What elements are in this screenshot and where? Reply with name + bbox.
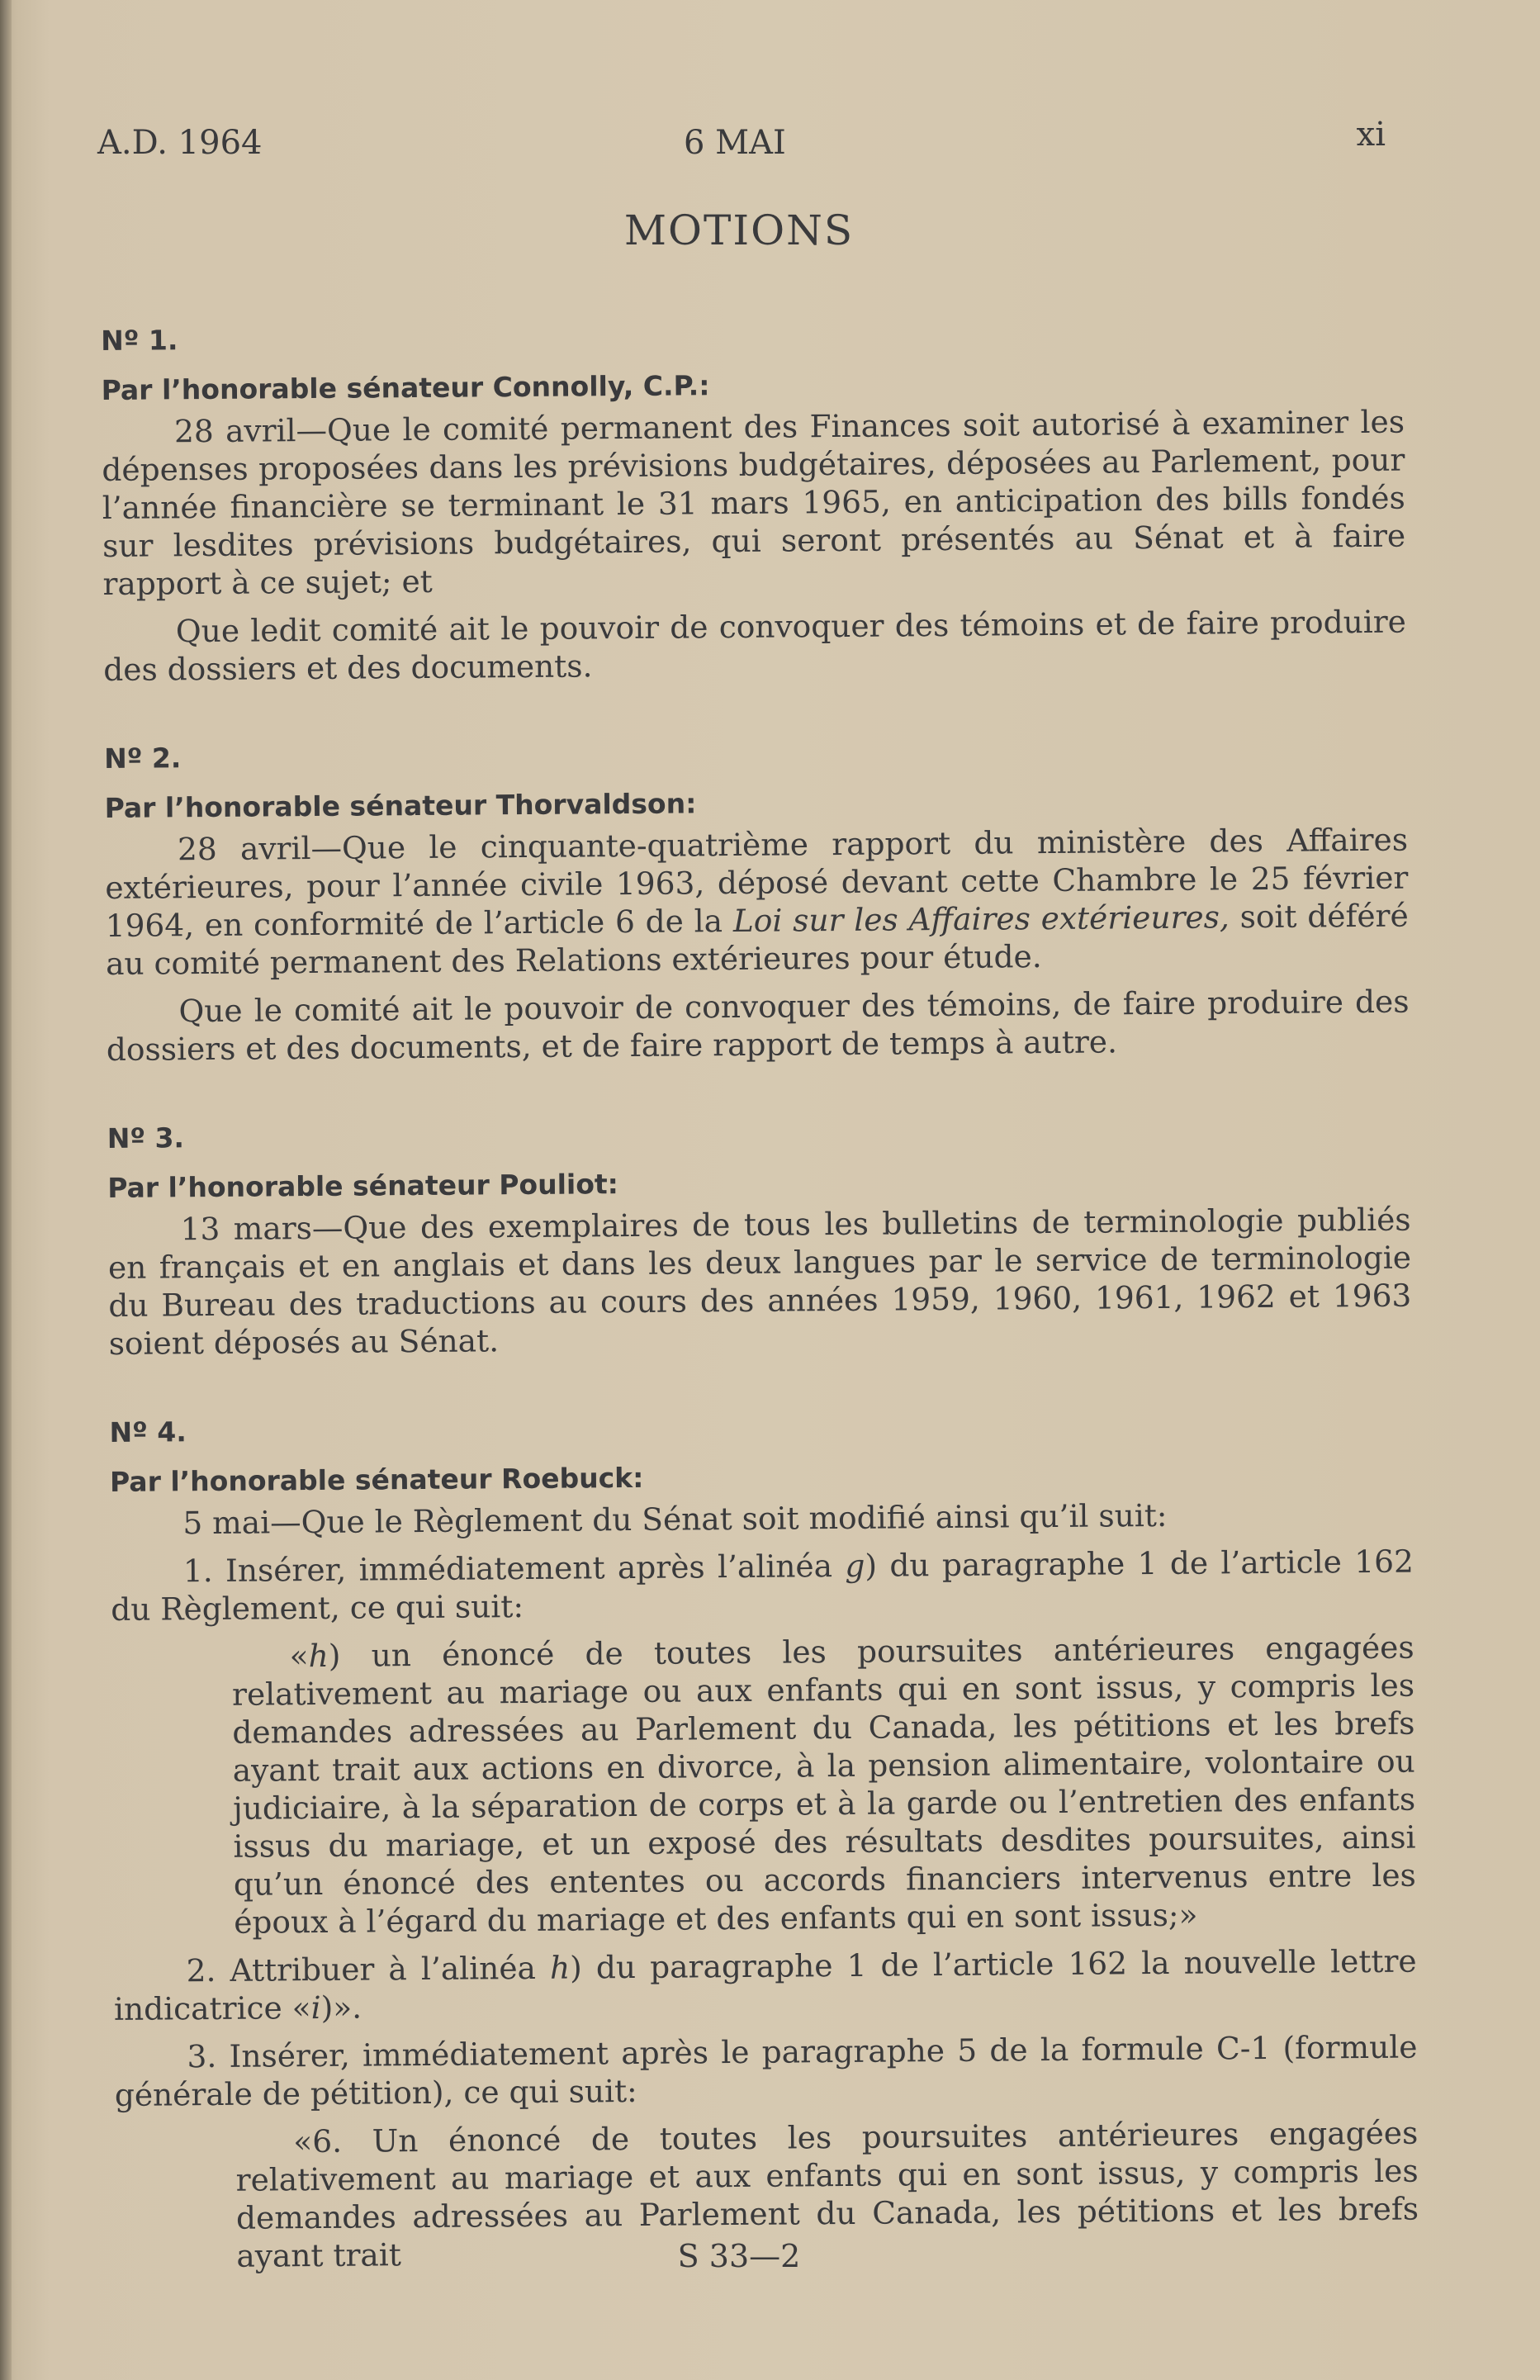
text-run: 1. Insérer, immédiatement après l’alinéa xyxy=(182,1547,846,1590)
amendment-item-2 xyxy=(114,1942,1418,2028)
text-run: soit déféré au comité permanent des Relations extérieures pour étude. xyxy=(105,897,1409,982)
page-spine-shadow xyxy=(0,0,12,2380)
motion-3 xyxy=(107,1110,1412,1363)
amendment-item-1 xyxy=(111,1543,1414,1629)
motion-2 xyxy=(104,730,1410,1069)
signature-mark: S 33—2 xyxy=(677,2238,801,2274)
motion-mover: Par l’honorable sénateur Pouliot: xyxy=(107,1168,619,1204)
paragraph-letter: g xyxy=(845,1547,865,1584)
motion-number: Nº 3. xyxy=(107,1121,185,1154)
quoted-text-2: «6. Un énoncé de toutes les poursuites antérieures engagées relativement au mariage et aux enfants qui en sont issus, y compris les demandes adressées au Parlement du Canada, les pétitions et les brefs ayant trait xyxy=(235,2114,1419,2274)
text-run: ) du paragraphe 1 de l’article 162 la nouvelle lettre indicatrice « xyxy=(113,1942,1417,2027)
motion-paragraph: 28 avril—Que le comité permanent des Finances soit autorisé à examiner les dépenses proposées dans les prévisions budgétaires, déposées au Parlement, pour l’année financière se terminant le 31 mars 1965, en anticipation des bills fondés sur lesdites prévisions budgétaires, qui seront présentés au Sénat et à faire rapport à ce sujet; et xyxy=(102,403,1406,602)
motion-mover: Par l’honorable sénateur Roebuck: xyxy=(109,1461,644,1498)
motion-mover: Par l’honorable sénateur Thorvaldson: xyxy=(104,787,697,824)
text-run: 2. Attribuer à l’alinéa xyxy=(186,1949,551,1989)
motion-paragraph: Que ledit comité ait le pouvoir de convoquer des témoins et de faire produire des dossiers et des documents. xyxy=(103,603,1407,688)
header-page-number: xi xyxy=(1356,116,1386,154)
header-year: A.D. 1964 xyxy=(97,124,263,162)
paragraph-letter: i xyxy=(310,1989,321,2027)
quote-open: « xyxy=(289,1638,309,1675)
motion-paragraph: 13 mars—Que des exemplaires de tous les bulletins de terminologie publiés en français et en anglais et dans les deux langues par le service de terminologie du Bureau des traductions au cours des années 1959, 1960, 1961, 1962 et 1963 soient déposés au Sénat. xyxy=(107,1201,1412,1362)
paragraph-letter: h xyxy=(549,1949,571,1986)
motion-intro: 5 mai—Que le Règlement du Sénat soit modifié ainsi qu’il suit: xyxy=(182,1496,1168,1542)
running-head xyxy=(97,116,1386,173)
motion-paragraph xyxy=(105,821,1409,983)
paragraph-letter: h xyxy=(308,1637,329,1675)
motion-number: Nº 2. xyxy=(103,742,182,775)
motions-body xyxy=(101,312,1419,2327)
header-date: 6 MAI xyxy=(684,124,786,162)
motion-mover: Par l’honorable sénateur Connolly, C.P.: xyxy=(101,369,710,406)
motion-paragraph: Que le comité ait le pouvoir de convoquer des témoins, de faire produire des dossiers et des documents, et de faire rapport de temps à autre. xyxy=(106,983,1410,1068)
motion-number: Nº 1. xyxy=(101,324,178,357)
page-title: MOTIONS xyxy=(623,206,855,254)
motion-4 xyxy=(109,1404,1419,2276)
motion-number: Nº 4. xyxy=(109,1415,187,1448)
motion-1 xyxy=(101,312,1406,689)
text-run: 28 avril—Que le cinquante-quatrième rapport du ministère des Affaires extérieures, pour l’année civile 1963, déposé devant cette Chambre le 25 février 1964, en conformité de l’article 6 de la xyxy=(105,821,1409,944)
text-run: )». xyxy=(320,1989,362,2026)
text-run: ) un énoncé de toutes les poursuites antérieures engagées relativement au mariage ou aux enfants qui en sont issus, y compris les demandes adressées au Parlement du Canada, les pétitions et les brefs ayant trait aux actions en divorce, à la pension alimentaire, volontaire ou judiciaire, à la séparation de corps et à la garde ou l’entretien des enfants issus du mariage, et un exposé des résultats desdites poursuites, ainsi qu’un énoncé des ententes ou accords financiers intervenus entre les époux à l’égard du mariage et des enfants qui en sont issus;» xyxy=(231,1629,1416,1941)
act-title: Loi sur les Affaires extérieures, xyxy=(732,898,1230,940)
text-run: ) du paragraphe 1 de l’article 162 du Règlement, ce qui suit: xyxy=(111,1543,1414,1628)
amendment-item-3: 3. Insérer, immédiatement après le paragraphe 5 de la formule C-1 (formule générale de pétition), ce qui suit: xyxy=(114,2028,1418,2113)
quoted-text-1 xyxy=(232,1629,1417,1941)
